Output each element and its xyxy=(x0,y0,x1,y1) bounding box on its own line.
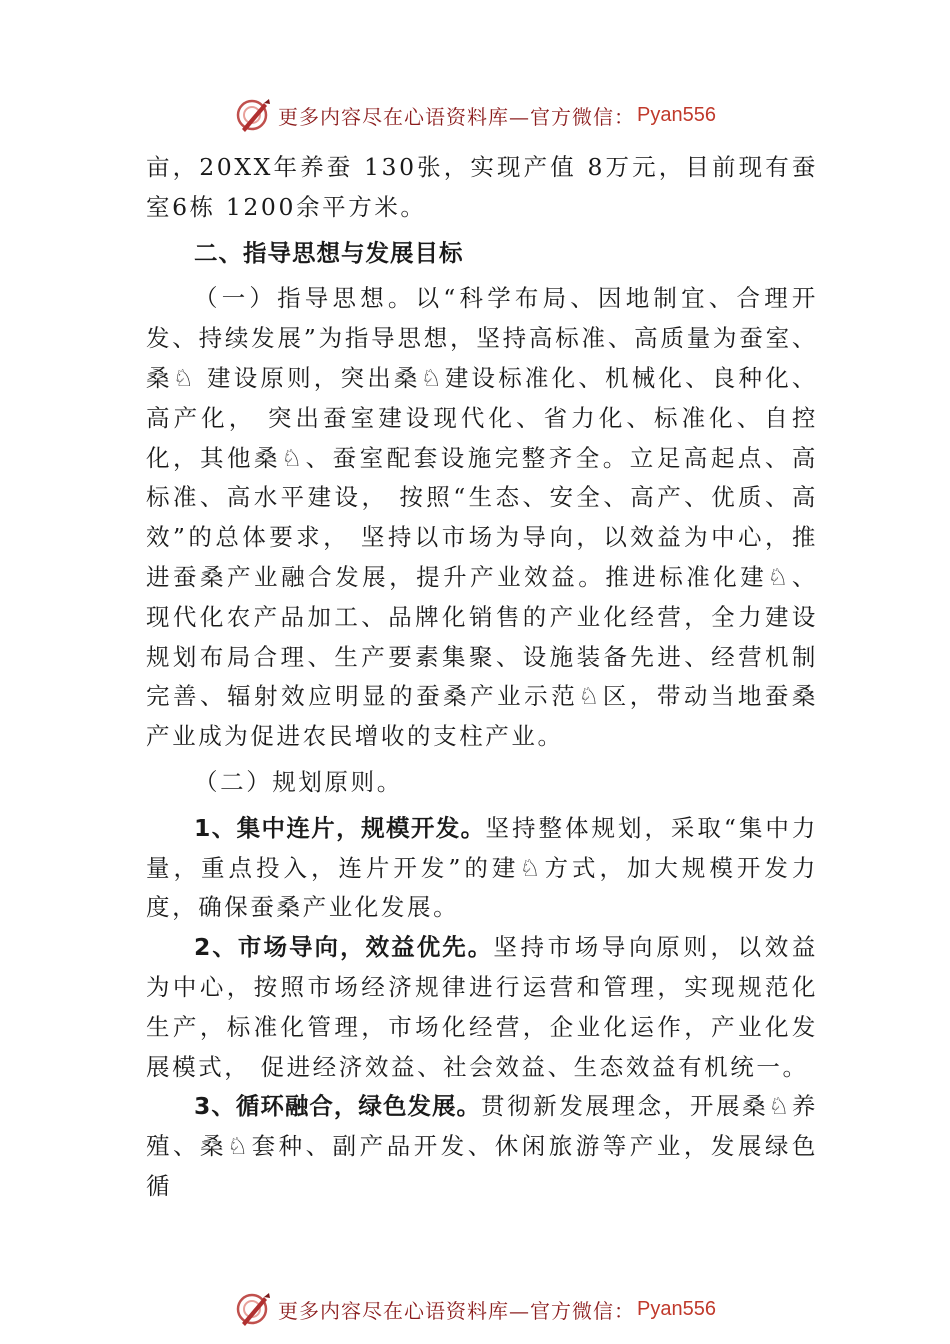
principle-text: 坚持市场导向原则，以效益为中心，按照市场经济规律进行运营和管理，实现规范化生产，标准化管理，市场化经营，企业化运作，产业化发展模式， 促进经济效益、社会效益、生态效益有机统一。 xyxy=(146,933,818,1081)
paragraph-guiding-thought xyxy=(146,279,818,757)
paragraph-text: 以“科学布局、因地制宜、合理开发、持续发展”为指导思想，坚持高标准、高质量为蚕室、桑♘ 建设原则，突出桑♘建设标准化、机械化、良种化、高产化， 突出蚕室建设现代化、省力化、标准化、自控化，其他桑♘、蚕室配套设施完整齐全。立足高起点、高标准、高水平建设， 按照“生态、安全、高产、优质、高效”的总体要求， 坚持以市场为导向，以效益为中心，推进蚕桑产业融合发展，提升产业效益。推进标准化建♘、现代化农产品加工、品牌化销售的产业化经营，全力建设规划布局合理、生产要素集聚、设施装备先进、经营机制完善、辐射效应明显的蚕桑产业示范♘区，带动当地蚕桑产业成为促进农民增收的支柱产业。 xyxy=(146,284,818,751)
brand-logo-icon xyxy=(234,95,274,135)
banner-wechat-id: Pyan556 xyxy=(637,1297,716,1320)
banner-text: 更多内容尽在心语资料库—官方微信： xyxy=(278,104,636,129)
principle-text: 贯彻新发展理念，开展桑♘养殖、桑♘套种、副产品开发、休闲旅游等产业，发展绿色循 xyxy=(146,1092,818,1200)
principle-title: 1、集中连片，规模开发。 xyxy=(194,813,486,842)
subsection-title: （一）指导思想。 xyxy=(194,284,416,313)
principle-3 xyxy=(146,1087,818,1206)
subsection-title-principles: （二）规划原则。 xyxy=(194,767,403,796)
paragraph-intro: 亩，20XX年养蚕 130张，实现产值 8万元，目前现有蚕室6栋 1200余平方米。 xyxy=(146,153,818,221)
footer-banner xyxy=(0,1286,950,1332)
principle-title: 2、市场导向，效益优先。 xyxy=(194,933,494,962)
brand-logo-icon xyxy=(234,1289,274,1329)
principle-title: 3、循环融合，绿色发展。 xyxy=(194,1092,481,1121)
principle-2 xyxy=(146,928,818,1087)
document-body xyxy=(146,148,818,1207)
section-heading: 二、指导思想与发展目标 xyxy=(194,238,464,267)
header-banner xyxy=(0,92,950,138)
principle-text: 坚持整体规划，采取“集中力量，重点投入，连片开发”的建♘方式，加大规模开发力度，确保蚕桑产业化发展。 xyxy=(146,813,818,922)
banner-wechat-id: Pyan556 xyxy=(637,103,716,126)
principle-1 xyxy=(146,809,818,928)
banner-text: 更多内容尽在心语资料库—官方微信： xyxy=(278,1298,636,1323)
